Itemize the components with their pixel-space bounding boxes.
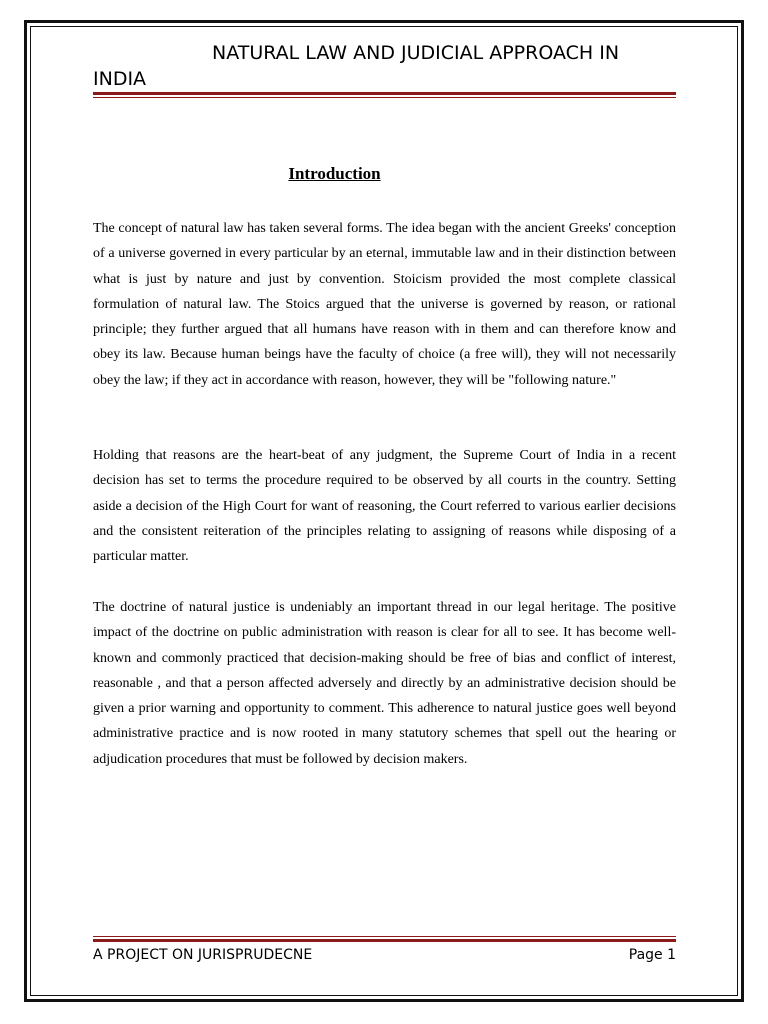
body-paragraph-2 xyxy=(93,443,676,569)
footer-rule-thin xyxy=(93,936,676,937)
header-title: NATURAL LAW AND JUDICIAL APPROACH IN INDIA xyxy=(93,42,620,90)
paragraph-text: Holding that reasons are the heart-beat of any judgment, the Supreme Court of India in a recent decision has set to terms the procedure required to be observed by all courts in the country. Setting aside a decision of the High Court for want of reasoning, the Court referred to various earlier decisions and the consistent reiteration of the principles relating to assigning of reasons while disposing of a particular matter. xyxy=(93,448,676,565)
body-paragraph-1 xyxy=(93,216,676,393)
paragraph-text: The doctrine of natural justice is undeniably an important thread in our legal heritage. The positive impact of the doctrine on public administration with reason is clear for all to see. It has become well-known and commonly practiced that decision-making should be free of bias and conflict of interest, reasonable , and that a person affected adversely and directly by an administrative decision should be given a prior warning and opportunity to comment. This adherence to natural justice goes well beyond administrative practice and is now rooted in many statutory schemes that spell out the hearing or adjudication procedures that must be followed by decision makers. xyxy=(93,600,676,767)
footer-project-label: A PROJECT ON JURISPRUDECNE xyxy=(93,947,313,963)
header-rule-thick xyxy=(93,92,676,95)
section-heading: Introduction xyxy=(288,164,381,183)
footer-rule-thick xyxy=(93,939,676,942)
header-rule-thin xyxy=(93,97,676,98)
footer-page-number: Page 1 xyxy=(628,947,676,963)
body-paragraph-3 xyxy=(93,595,676,772)
paragraph-text: The concept of natural law has taken several forms. The idea began with the ancient Greeks' conception of a universe governed in every particular by an eternal, immutable law and in their distinction between what is just by nature and just by convention. Stoicism provided the most complete classical formulation of natural law. The Stoics argued that the universe is governed by reason, or rational principle; they further argued that all humans have reason with in them and can therefore know and obey its law. Because human beings have the faculty of choice (a free will), they will not necessarily obey the law; if they act in accordance with reason, however, they will be "following nature." xyxy=(93,221,676,388)
